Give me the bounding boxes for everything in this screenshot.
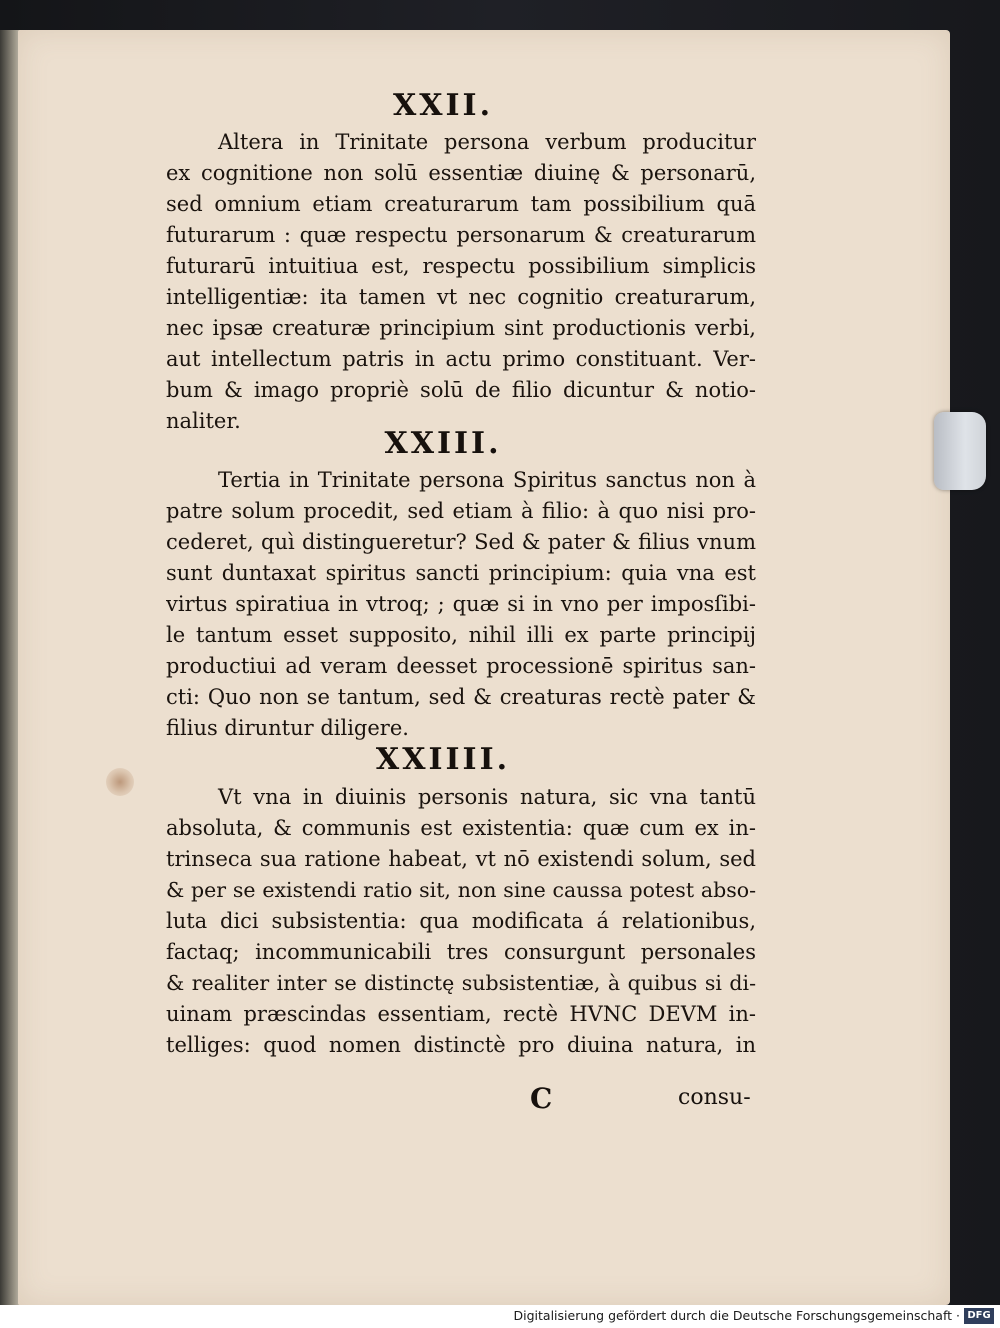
text-line: telliges: quod nomen distinctè pro diuina natura, in	[166, 1033, 756, 1057]
text-line: ex cognitione non solū essentiæ diuinę & personarū,	[166, 161, 756, 185]
text-line: & per se existendi ratio sit, non sine caussa potest abso-	[166, 878, 756, 902]
section-numeral-xxiiii: XXIIII.	[375, 742, 511, 777]
text-line: futurarū intuitiua est, respectu possibilium simplicis	[166, 254, 756, 278]
section-numeral-xxii: XXII.	[392, 88, 494, 123]
paragraph-xxiii	[166, 465, 756, 744]
paragraph-xxiiii	[166, 782, 756, 1061]
text-line: bum & imago propriè solū de filio dicuntur & notio-	[166, 378, 756, 402]
text-line: aut intellectum patris in actu primo constituant. Ver-	[166, 347, 756, 371]
section-numeral-xxiii: XXIII.	[384, 426, 502, 461]
text-line: naliter.	[166, 409, 241, 433]
text-line: uinam præscindas essentiam, rectè HVNC DEVM in-	[166, 1002, 756, 1026]
page-tab-marker	[934, 412, 986, 490]
text-line: sed omnium etiam creaturarum tam possibilium quā	[166, 192, 756, 216]
text-line: productiui ad veram deesset processionē spiritus san-	[166, 654, 756, 678]
text-line: sunt duntaxat spiritus sancti principium: quia vna est	[166, 561, 756, 585]
text-line: cederet, quì distingueretur? Sed & pater & filius vnum	[166, 530, 756, 554]
text-line: Tertia in Trinitate persona Spiritus sanctus non à	[218, 468, 756, 492]
text-line: cti: Quo non se tantum, sed & creaturas rectè pater &	[166, 685, 756, 709]
catchword: consu-	[678, 1085, 751, 1110]
text-line: intelligentiæ: ita tamen vt nec cognitio creaturarum,	[166, 285, 756, 309]
text-line: virtus spiratiua in vtroq; ; quæ si in vno per imposſibi-	[166, 592, 756, 616]
text-line: le tantum esset supposito, nihil illi ex parte principij	[166, 623, 756, 647]
text-line: absoluta, & communis est existentia: quæ cum ex in-	[166, 816, 756, 840]
paragraph-xxii	[166, 127, 756, 437]
text-line: patre solum procedit, sed etiam à filio: à quo nisi pro-	[166, 499, 756, 523]
text-line: trinseca sua ratione habeat, vt nō existendi solum, sed	[166, 847, 756, 871]
text-line: & realiter inter se distinctę subsistentiæ, à quibus si di-	[166, 971, 756, 995]
dfg-logo-icon: DFG	[964, 1308, 994, 1324]
footer-bar	[0, 1305, 1000, 1328]
funding-credit: Digitalisierung gefördert durch die Deutsche Forschungsgemeinschaft ·	[513, 1308, 960, 1323]
text-line: Vt vna in diuinis personis natura, sic vna tantū	[218, 785, 756, 809]
signature-mark: C	[530, 1082, 553, 1115]
text-line: Altera in Trinitate persona verbum producitur	[218, 130, 756, 154]
text-line: luta dici subsistentia: qua modificata á relationibus,	[166, 909, 756, 933]
text-line: filius diruntur diligere.	[166, 716, 409, 740]
text-line: nec ipsæ creaturæ principium sint productionis verbi,	[166, 316, 756, 340]
book-page	[18, 30, 950, 1305]
text-line: factaq; incommunicabili tres consurgunt personales	[166, 940, 756, 964]
text-line: futurarum : quæ respectu personarum & creaturarum	[166, 223, 756, 247]
